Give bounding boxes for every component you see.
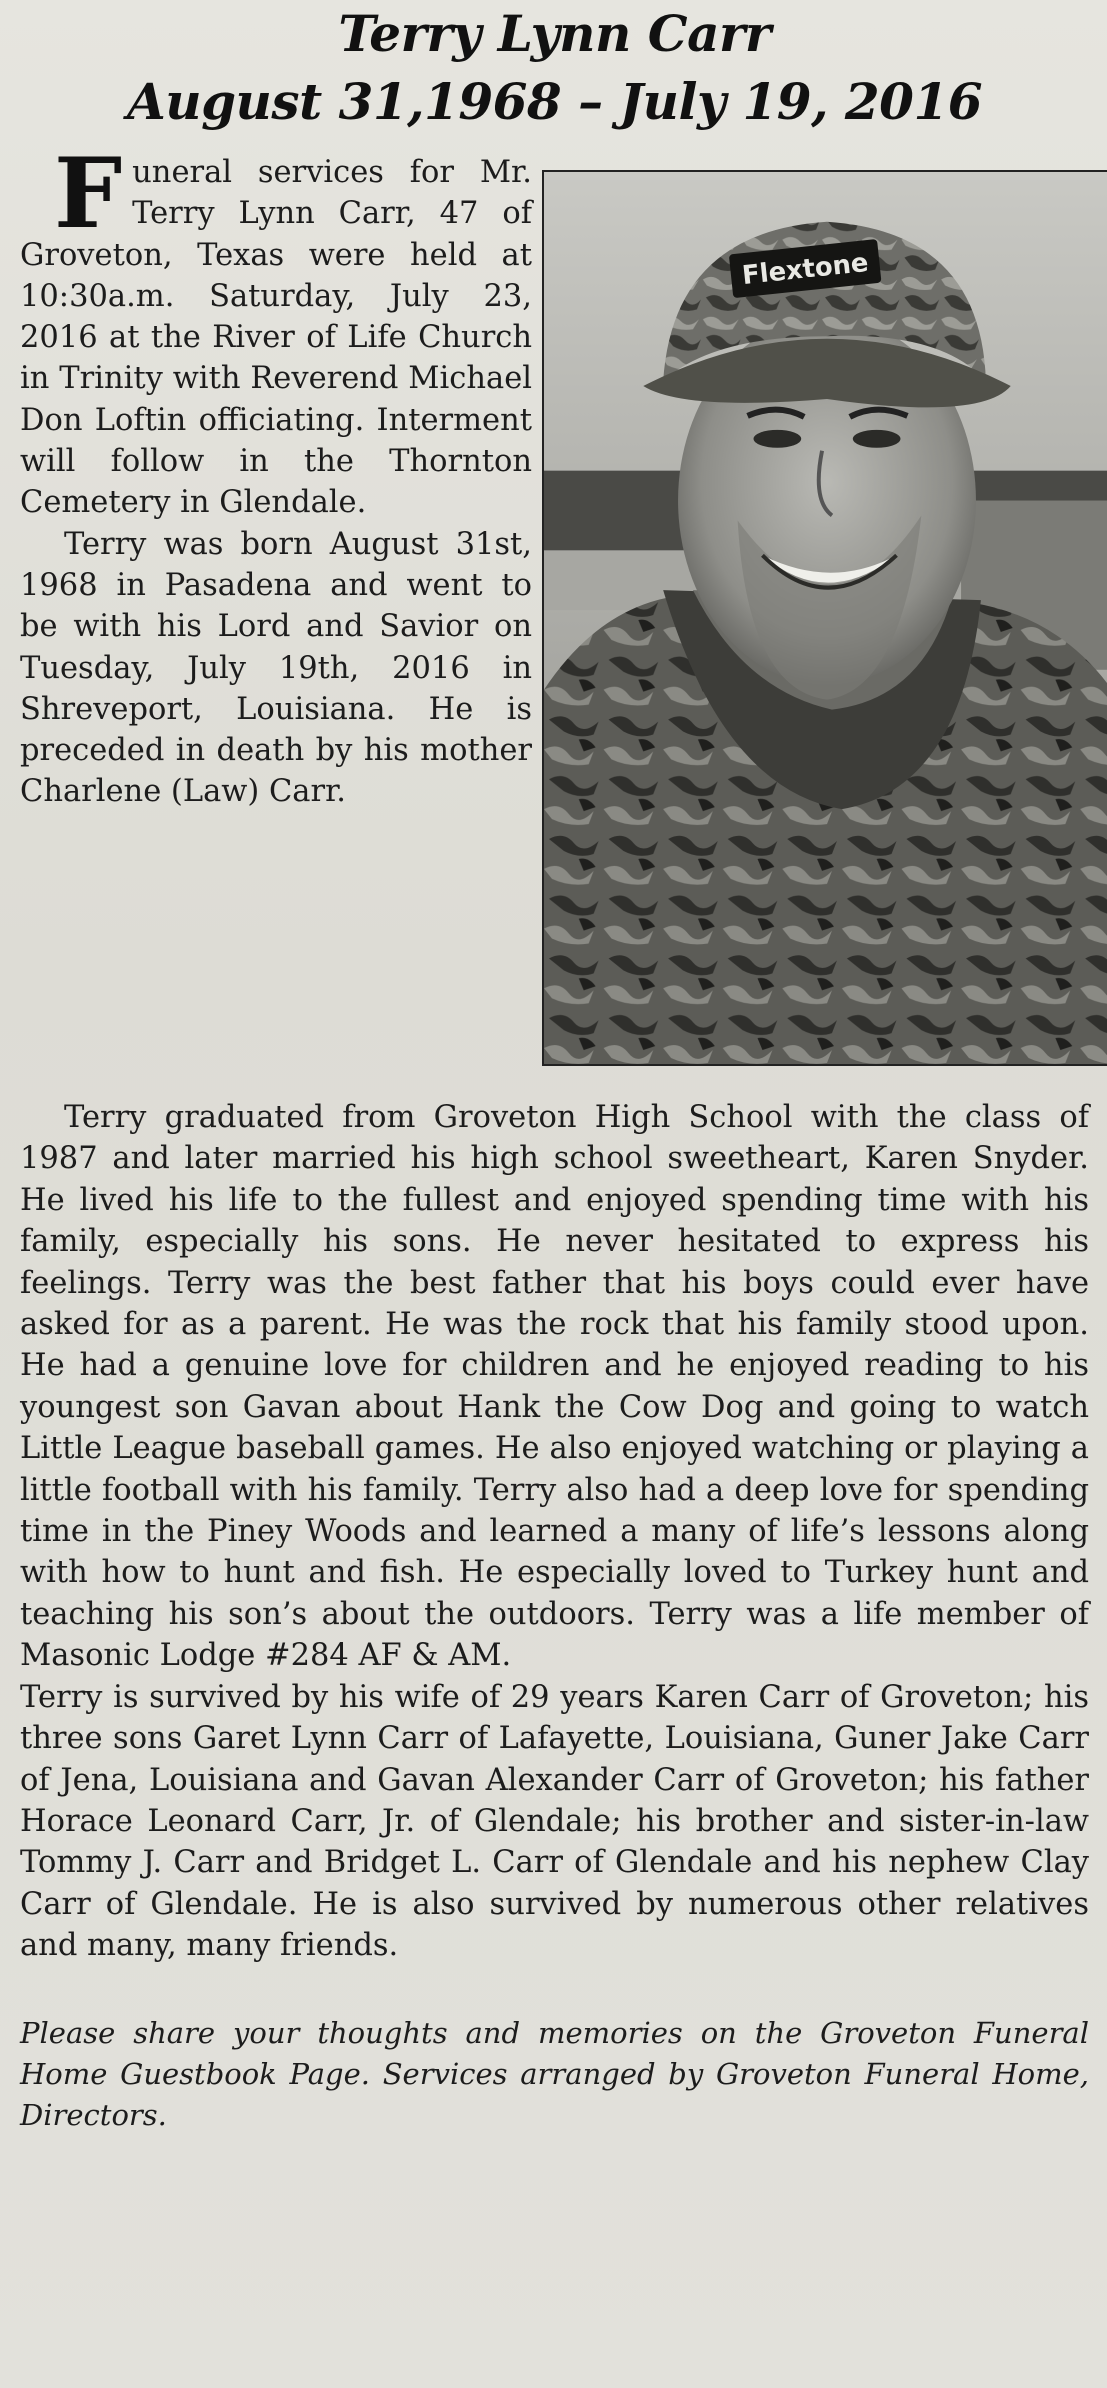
- portrait-photo-image: [544, 172, 1107, 1064]
- top-section: [20, 137, 1089, 1097]
- paragraph-birth: Terry was born August 31st, 1968 in Pasadena and went to be with his Lord and Savior on Tuesday, July 19th, 2016 in Shreveport, Louisiana. He is preceded in death by his mother Charlene (Law) Carr.: [20, 526, 532, 810]
- cap-logo-text: Flextone: [740, 247, 870, 292]
- portrait-photo: [542, 170, 1107, 1066]
- obituary-body: [20, 1097, 1089, 1967]
- paragraph-life: Terry graduated from Groveton High School with the class of 1987 and later married his high school sweetheart, Karen Snyder. He lived his life to the fullest and enjoyed spending time with his family, especially his sons. He never hesitated to express his feelings. Terry was the best father that his boys could ever have asked for as a parent. He was the rock that his family stood upon. He had a genuine love for children and he enjoyed reading to his youngest son Gavan about Hank the Cow Dog and going to watch Little League baseball games. He also enjoyed watching or playing a little football with his family. Terry also had a deep love for spending time in the Piney Woods and learned a many of life’s lessons along with how to hunt and fish. He especially loved to Turkey hunt and teaching his son’s about the outdoors. Terry was a life member of Masonic Lodge #284 AF & AM.: [20, 1100, 1089, 1674]
- life-dates: August 31,1968 – July 19, 2016: [126, 72, 983, 131]
- left-column: [20, 137, 532, 813]
- deceased-name: Terry Lynn Carr: [338, 4, 771, 63]
- obituary-headline: [20, 0, 1089, 138]
- paragraph-services: [20, 137, 532, 524]
- drop-cap: F: [54, 137, 123, 250]
- guestbook-note: Please share your thoughts and memories on the Groveton Funeral Home Guestbook Page. Services arranged by Groveton Funeral Home, Directors.: [20, 2015, 1089, 2132]
- paragraph-survivors: Terry is survived by his wife of 29 years Karen Carr of Groveton; his three sons Garet Lynn Carr of Lafayette, Louisiana, Guner Jake Carr of Jena, Louisiana and Gavan Alexander Carr of Groveton; his father Horace Leonard Carr, Jr. of Glendale; his brother and sister-in-law Tommy J. Carr and Bridget L. Carr of Glendale and his nephew Clay Carr of Glendale. He is also survived by numerous other relatives and many, many friends.: [20, 1679, 1089, 1964]
- paragraph-services-text: uneral services for Mr. Terry Lynn Carr, 47 of Groveton, Texas were held at 10:30a.m. Saturday, July 23, 2016 at the River of Life Church in Trinity with Reverend Michael Don Loftin officiating. Interment will follow in the Thornton Cemetery in Glendale.: [20, 155, 532, 521]
